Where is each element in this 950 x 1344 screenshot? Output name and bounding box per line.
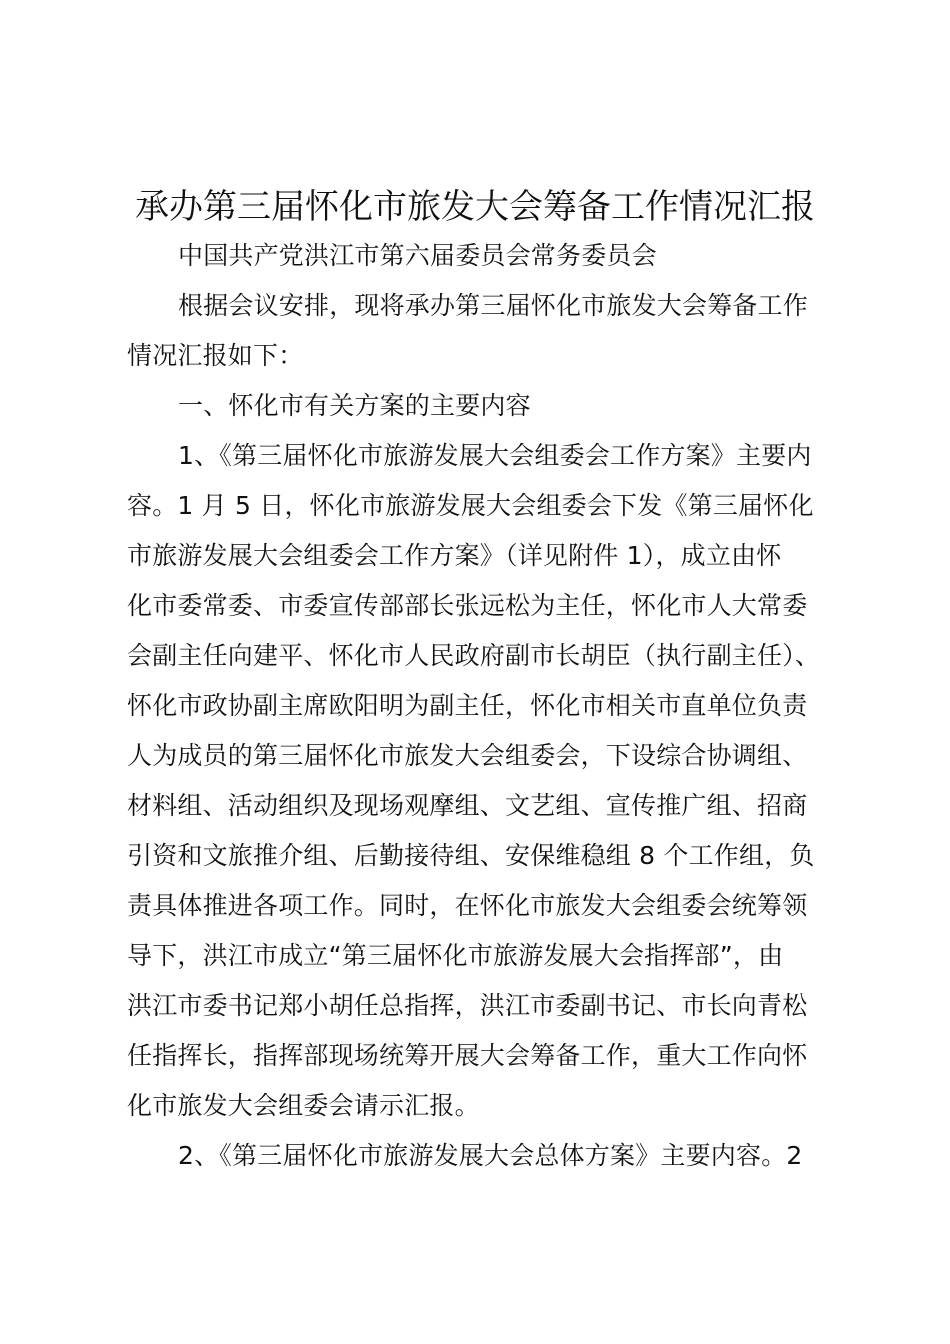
intro-paragraph-line: 根据会议安排，现将承办第三届怀化市旅发大会筹备工作 bbox=[178, 291, 809, 320]
paragraph-1-line: 引资和文旅推介组、后勤接待组、安保维稳组 8 个工作组，负 bbox=[127, 841, 815, 870]
paragraph-1-line: 1、《第三届怀化市旅游发展大会组委会工作方案》主要内 bbox=[178, 441, 812, 470]
paragraph-1-line: 怀化市政协副主席欧阳明为副主任，怀化市相关市直单位负责 bbox=[127, 691, 808, 720]
paragraph-1-line: 市旅游发展大会组委会工作方案》（详见附件 1），成立由怀 bbox=[127, 541, 782, 570]
paragraph-1-line: 材料组、活动组织及现场观摩组、文艺组、宣传推广组、招商 bbox=[127, 791, 808, 820]
section-heading: 一、怀化市有关方案的主要内容 bbox=[178, 391, 531, 420]
paragraph-1-line: 容。1 月 5 日，怀化市旅游发展大会组委会下发《第三届怀化 bbox=[127, 491, 814, 520]
paragraph-2-line: 2、《第三届怀化市旅游发展大会总体方案》主要内容。2 bbox=[178, 1141, 803, 1170]
paragraph-1-line: 化市委常委、市委宣传部部长张远松为主任，怀化市人大常委 bbox=[127, 591, 808, 620]
paragraph-1-line: 洪江市委书记郑小胡任总指挥，洪江市委副书记、市长向青松 bbox=[127, 991, 808, 1020]
paragraph-1-line: 导下，洪江市成立“第三届怀化市旅游发展大会指挥部”，由 bbox=[127, 941, 784, 970]
issuing-organization: 中国共产党洪江市第六届委员会常务委员会 bbox=[178, 241, 657, 270]
paragraph-1-line: 任指挥长，指挥部现场统筹开展大会筹备工作，重大工作向怀 bbox=[127, 1041, 808, 1070]
document-title: 承办第三届怀化市旅发大会筹备工作情况汇报 bbox=[135, 187, 815, 227]
paragraph-1-line: 会副主任向建平、怀化市人民政府副市长胡臣（执行副主任）、 bbox=[127, 641, 821, 670]
paragraph-1-line: 责具体推进各项工作。同时，在怀化市旅发大会组委会统筹领 bbox=[127, 891, 808, 920]
intro-paragraph-line: 情况汇报如下： bbox=[127, 341, 304, 370]
paragraph-1-line: 人为成员的第三届怀化市旅发大会组委会，下设综合协调组、 bbox=[127, 741, 808, 770]
paragraph-1-line: 化市旅发大会组委会请示汇报。 bbox=[127, 1091, 480, 1120]
